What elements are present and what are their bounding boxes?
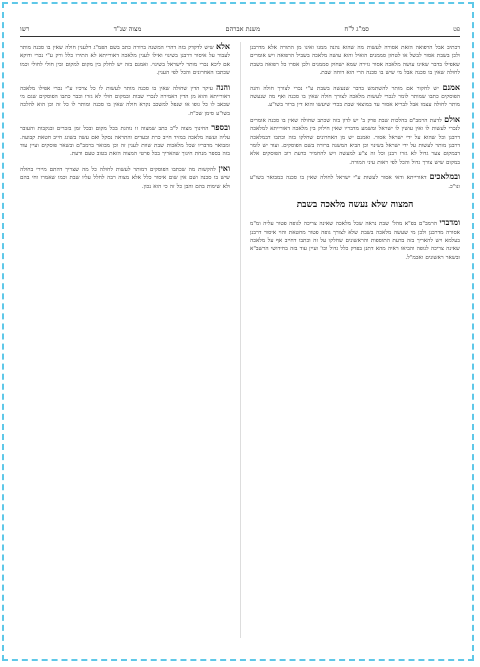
paragraph-text: לדעת הרמב"ם בהלכות שבת פרק ב' יש לדון בזה שכתב שחולה שאין בו סכנה אומרים לנכרי לעשות לו ואין עושין לו ישראל ומשמע מדבריו שאין חילוק בין מלאכה דאורייתא למלאכה דרבנן וכל שהוא על ידי ישראל אסור. ואמנם יש מן האחרונים שחלקו בזה וכתבו דבמלאכה דרבנן מותר לעשות על ידי ישראל בשינוי וכן הביא המשנה ברורה בשם הפוסקים. ועוד יש לומר דבמקום צער גדול לא גזרו רבנן וכל זה צ"ע למעשה ויש להחמיר כדעת רוב הפוסקים אלא במקום שיש צורך גדול והכל לפי ראות עיני המורה. bbox=[250, 117, 460, 166]
paragraph bbox=[250, 115, 460, 167]
paragraph-lead: אולם bbox=[444, 113, 460, 124]
paragraph-text: עיקר הדין שחולה שאין בו סכנה מותר לעשות לו כל צרכיו ע"י נכרי אפילו מלאכה דאורייתא והוא מן הדין דאמירה לנכרי שבות ובמקום חולי לא גזרו וכבר כתבו הפוסקים שגם מי שכאב לו כל גופו או שנפל למשכב נקרא חולה שאין בו סכנה ומותר לו כל זה וכן הוא להלכה בשו"ע סימן שכ"ח. bbox=[20, 85, 230, 117]
paragraph-lead: אמנם bbox=[442, 81, 460, 92]
right-column bbox=[250, 42, 460, 638]
paragraph bbox=[20, 123, 230, 159]
paragraph bbox=[20, 164, 230, 191]
page-number: פט bbox=[453, 25, 460, 33]
paragraph bbox=[250, 172, 460, 191]
paragraph-text: שיש לדקדק בזה דהרי המשנה ברורה כתב בשם הפמ"ג דלענין חולה שאין בו סכנה מותר לעבור על איסור דרבנן בשינוי ואילו לענין מלאכה דאורייתא לא התירו כלל ורק ע"י נכרי ודוקא אם ליכא נכרי מותר לישראל בשינוי. ואמנם בזה יש לחלק בין מקום למקום ובין חולי לחולי וכמו שכתבו האחרונים והכל לפי הענין. bbox=[20, 45, 230, 77]
paragraph-lead: ובמלאכים bbox=[429, 171, 460, 182]
paragraph-lead: אלא bbox=[215, 42, 230, 51]
left-label: רשו bbox=[20, 25, 30, 33]
paragraph-text: להקשות מה שכתבו הפוסקים דמותר לעשות לחולה כל מה שצריך דהתם מיירי בחולה שיש בו סכנה ושם אין שום איסור כלל אלא מצוה רבה לחלל עליו שבת וכמו שאמרו וחי בהם ולא שימות בהם והבן כל זה כי הוא נכון. bbox=[20, 166, 230, 190]
paragraph-text: דכתיב אבל הרפואה הזאת אסורה לעשות מה שהוא נהנה ממנו ואינו מן התורה אלא מדרבנן ולכן בשבת אסור לבשל או לטחון סממנים הואיל והוא עושה מלאכה בשביל הרפואה ויש אומרים שאפילו בדבר שאינו עושה מלאכה אסור גזירה שמא ישחוק סממנים ולכן אסרו כל רפואה בשבת לחולה שאין בו סכנה אבל מי שיש בו סכנה הרי הוא דוחה שבת. bbox=[250, 45, 460, 77]
left-column bbox=[20, 42, 230, 638]
paragraph-lead: ומדברי bbox=[439, 217, 460, 228]
book-title: משנת אברהם bbox=[225, 25, 261, 33]
paragraph bbox=[250, 218, 460, 262]
document-page bbox=[20, 22, 460, 647]
paragraph-lead: והנה bbox=[216, 81, 230, 92]
paragraph-text: הרמב"ם בפ"א מהל' שבת נראה שכל מלאכה שאינה צריכה לגופה פטור עליה ומ"מ אסורה מדרבנן ולכן מי שעשה מלאכה בשבת שלא לצורך גופה פטור מחטאת והוי איסור דרבנן בעלמא ויש להאריך בזה בדעת התוספות והראשונים שחלקו על זה וכתבו דחייב אף על מלאכה שאינה צריכה לגופה והביאו ראיה מהא דתנן בפרק כלל גדול וכו' ועיין עוד בזה בחידושי הרשב"א ובשאר ראשונים ואכמ"ל. bbox=[250, 221, 460, 261]
running-header bbox=[20, 22, 460, 37]
paragraph-lead: ובספר bbox=[211, 122, 230, 133]
paragraph bbox=[20, 83, 230, 119]
paragraph bbox=[250, 83, 460, 110]
section-title: המצוה שלא נעשה מלאכה בשבת bbox=[296, 200, 414, 211]
chapter-title: מצוה שנ"ד bbox=[113, 25, 142, 33]
paragraph-text: החינוך מצוה ל"ב כתב שמצוה זו נוהגת בכל מקום ובכל זמן בזכרים ובנקבות והעובר עליה ועשה מלאכה במזיד חייב כרת ובעדים והתראה נסקל ואם עשה בשוגג חייב חטאת קבועה. ומבואר מדבריו שכל מלאכות שבת שוות לענין זה וכן מבואר ברמב"ם ובשאר פוסקים ועיין עוד בזה בספר מנחת חינוך שהאריך בכל פרטי המצוה הזאת בטוב טעם ודעת. bbox=[20, 126, 230, 158]
paragraph-text: דאורייתא ודאי אסור לעשות ע"י ישראל לחולה שאין בו סכנה כמבואר בשו"ע ונו"כ. bbox=[250, 175, 460, 190]
column-divider bbox=[240, 42, 241, 638]
paragraph-lead: ואין bbox=[218, 162, 230, 173]
paragraph bbox=[20, 42, 230, 78]
paragraph-text: יש לחקור אם מותר להשתמש בדבר שנעשה בשבת ע"י נכרי לצורך חולה והנה הפוסקים כתבו שמותר לומר לנכרי לעשות מלאכה לצורך חולה שאין בו סכנה ואף מה שנעשה מותר לחולה עצמו אבל לבריא אסור עד במוצאי שבת בכדי שיעשו והוא דין ברור בשו"ע. bbox=[250, 85, 460, 109]
paragraph bbox=[250, 42, 460, 78]
right-label: סמ"ג ל"ח bbox=[344, 25, 369, 33]
